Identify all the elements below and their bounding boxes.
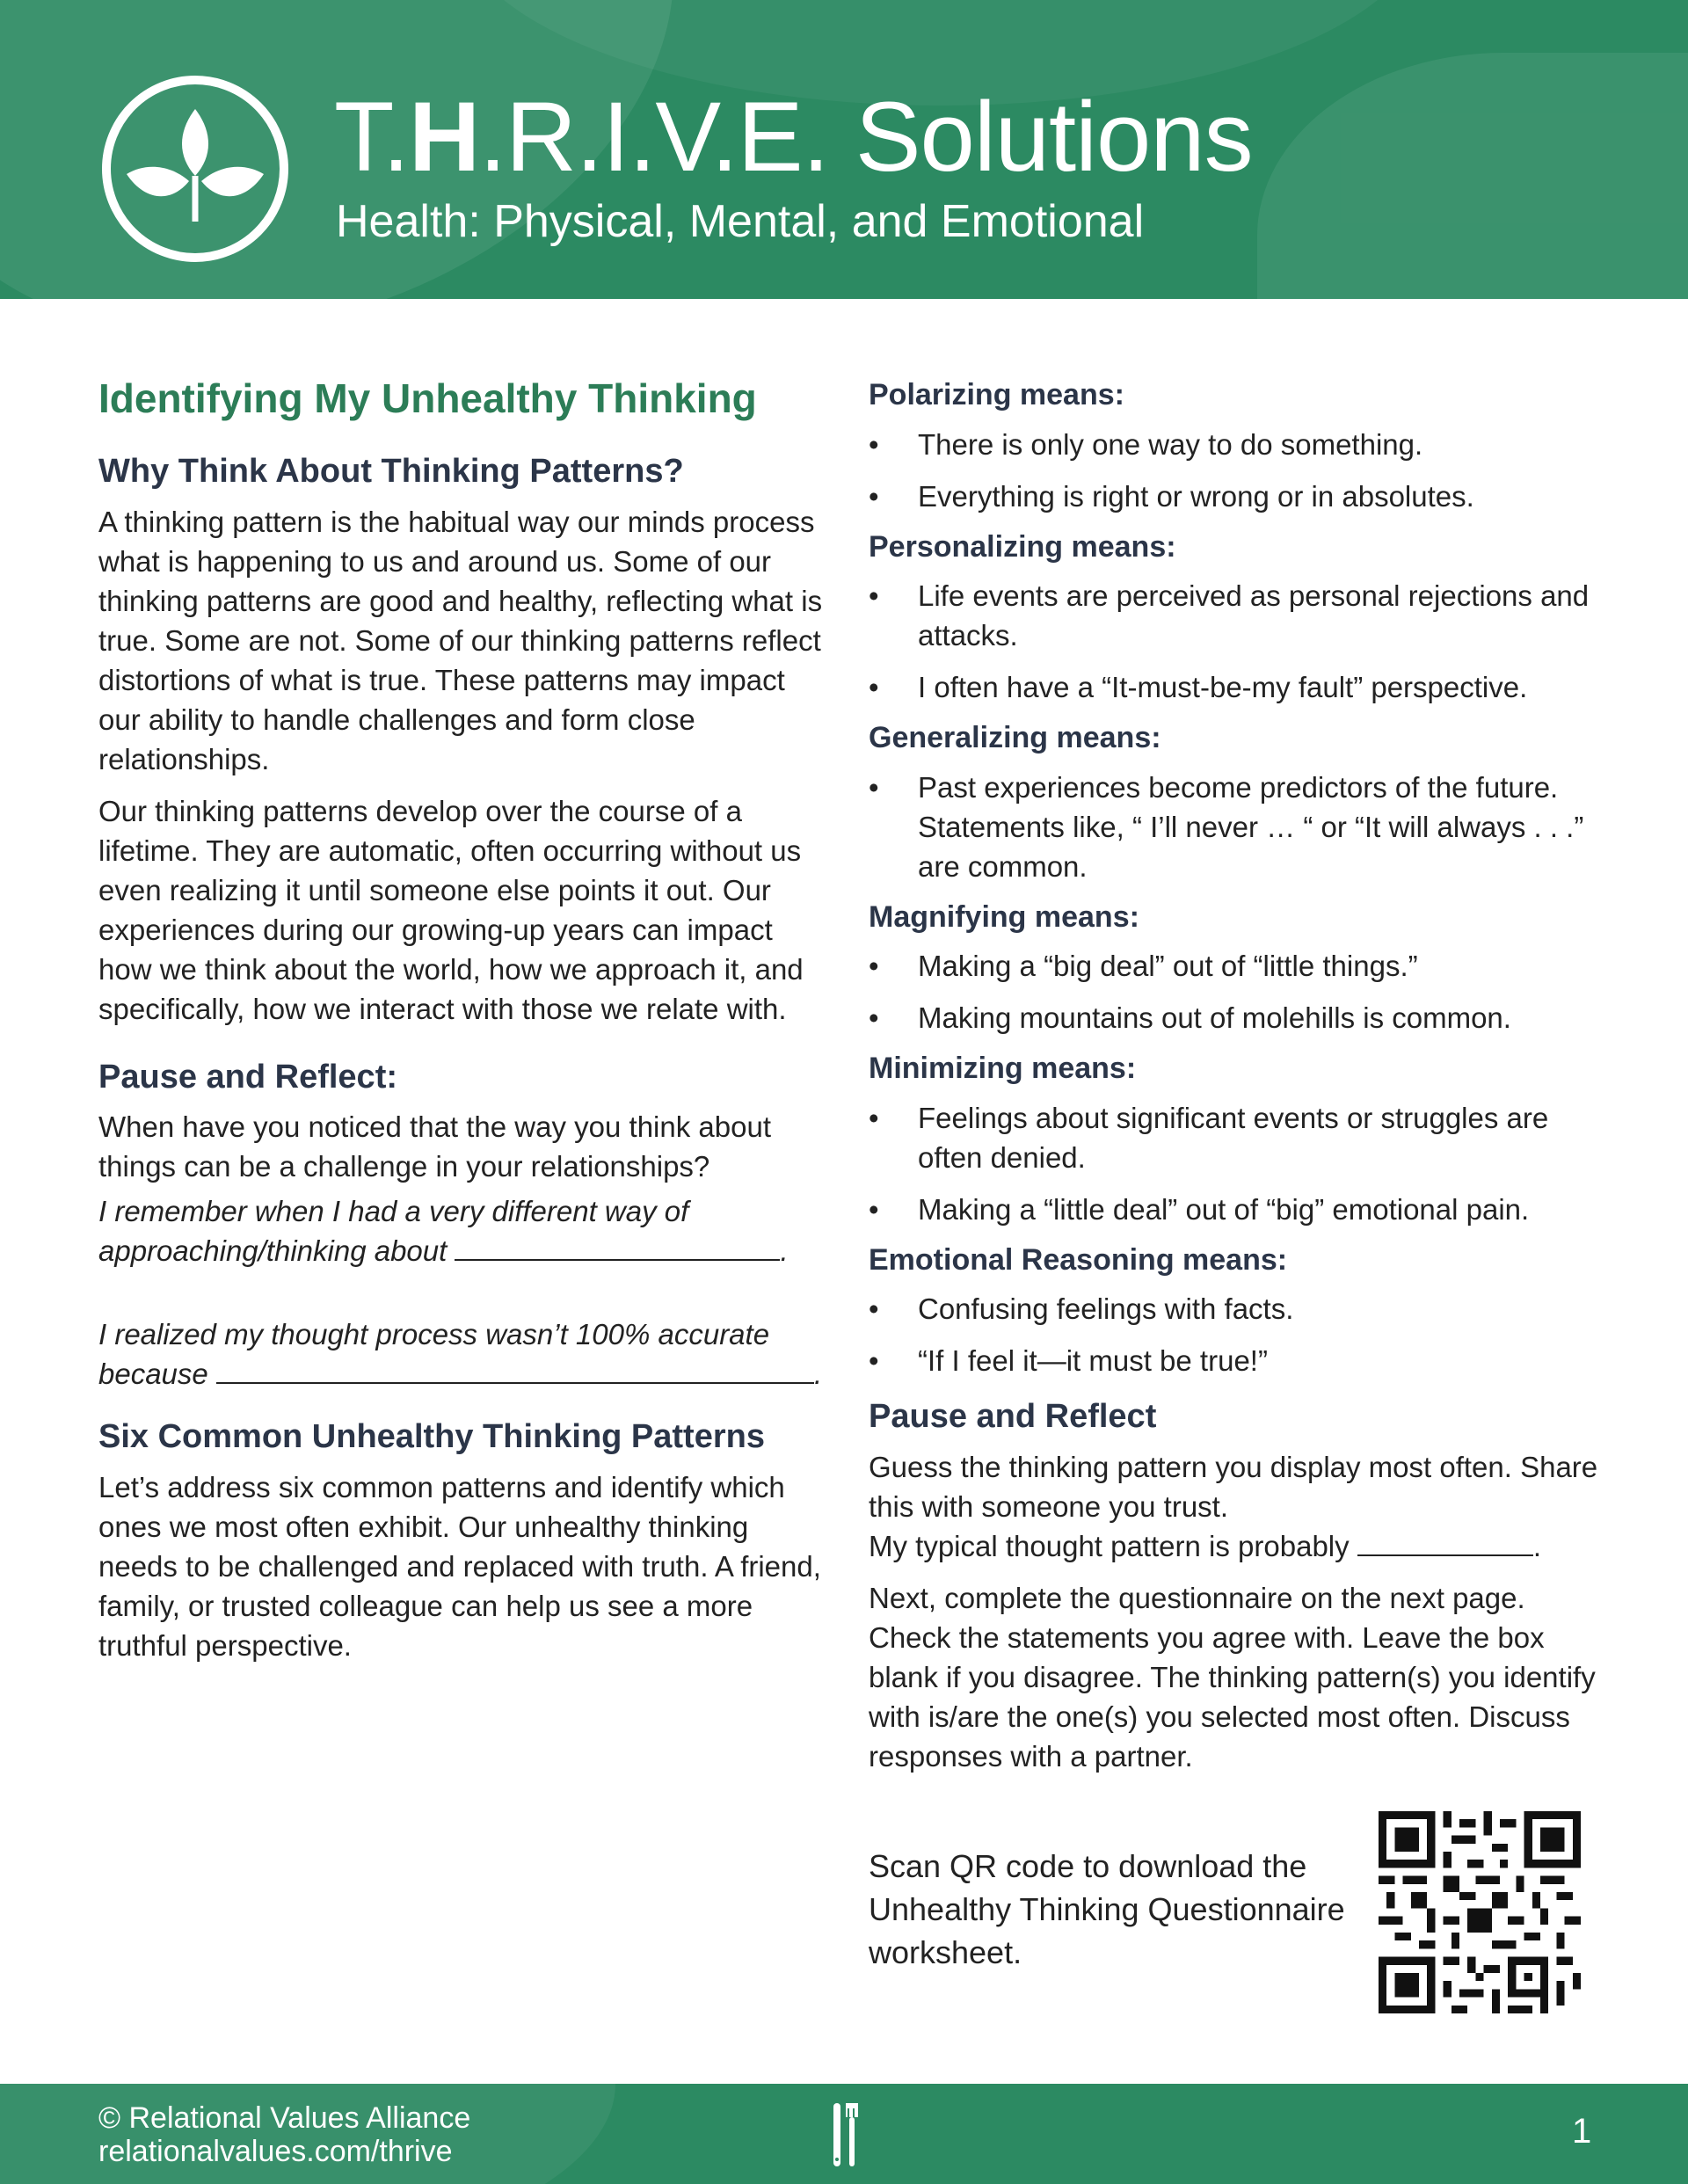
left-column [98, 368, 825, 1678]
six-patterns-paragraph: Let’s address six common patterns and identify which ones we most often exhibit. Our unhealthy thinking needs to be challenged and replaced with truth. A friend, family, or trusted colleague can help us see a more truthful perspective. [98, 1470, 821, 1662]
leaf-logo-icon [98, 72, 292, 266]
answer-blank-1[interactable] [455, 1250, 780, 1261]
reflection-prompt-1: I remember when I had a very different way of approaching/thinking about . [98, 1195, 789, 1268]
footer-banner [0, 2084, 1688, 2184]
banner-decoration [1257, 53, 1688, 299]
six-patterns-heading: Six Common Unhealthy Thinking Patterns [98, 1418, 765, 1456]
pattern-heading: Minimizing means: [869, 1052, 1137, 1085]
copyright-text: © Relational Values Alliance [98, 2101, 471, 2135]
pattern-section-polarizing [869, 376, 1598, 516]
footer-credits [98, 2101, 470, 2168]
list-item: • Feelings about significant events or struggles are often denied. [869, 1101, 1549, 1174]
page-title: T.H.R.I.V.E. Solutions [334, 82, 1253, 192]
list-item: • Life events are perceived as personal rejections and attacks. [869, 579, 1590, 652]
qr-caption: Scan QR code to download the Unhealthy Thinking Questionnaire worksheet. [869, 1847, 1345, 1970]
pattern-section-personalizing [869, 528, 1598, 708]
page-number: 1 [1572, 2112, 1592, 2151]
why-heading: Why Think About Thinking Patterns? [98, 453, 684, 491]
why-paragraph-1: A thinking pattern is the habitual way our minds process what is happening to us and around us. Some of our thinking patterns are good and healthy, reflecting what is true. Some are not. Some of our thinking patterns reflect distortions of what is true. These patterns may impact our ability to handle challenges and form close relationships. [98, 505, 823, 775]
header-banner [0, 0, 1688, 299]
pause-question: When have you noticed that the way you think about things can be a challenge in your relationships? [98, 1110, 771, 1183]
page-subtitle: Health: Physical, Mental, and Emotional [336, 196, 1145, 247]
list-item: • Making a “big deal” out of “little things.” [869, 950, 1418, 982]
right-column [869, 376, 1598, 2013]
answer-blank-3[interactable] [1357, 1546, 1533, 1556]
list-item: • Everything is right or wrong or in absolutes. [869, 479, 1474, 513]
footer-url-link[interactable]: relationalvalues.com/thrive [98, 2135, 453, 2168]
reflection-prompt-2: I realized my thought process wasn’t 100% accurate because . [98, 1318, 823, 1391]
list-item: • There is only one way to do something. [869, 427, 1423, 461]
list-item: • Past experiences become predictors of the future. Statements like, “ I’ll never … “ or “It will always . . .” are common. [869, 770, 1584, 883]
pattern-section-generalizing [869, 719, 1598, 886]
qr-code-icon[interactable] [1379, 1811, 1581, 2013]
pause-reflect-paragraph-1: Guess the thinking pattern you display most often. Share this with someone you trust. My typical thought pattern is probably . [869, 1450, 1598, 1562]
pattern-section-magnifying [869, 899, 1598, 1038]
pause-heading: Pause and Reflect: [98, 1058, 397, 1096]
pattern-section-emotional-reasoning [869, 1241, 1598, 1381]
list-item: • “If I feel it—it must be true!” [869, 1344, 1268, 1377]
pattern-heading: Polarizing means: [869, 378, 1124, 411]
list-item: • Confusing feelings with facts. [869, 1292, 1294, 1325]
why-paragraph-2: Our thinking patterns develop over the course of a lifetime. They are automatic, often occurring without us even realizing it until someone else points it out. Our experiences during our growing-up years can impact how we think about the world, how we approach it, and specifically, how we interact with those we relate with. [98, 794, 804, 1025]
section-title: Identifying My Unhealthy Thinking [98, 375, 757, 421]
list-item: • Making a “little deal” out of “big” emotional pain. [869, 1192, 1530, 1226]
list-item: • Making mountains out of molehills is common. [869, 1001, 1511, 1034]
list-item: • I often have a “It-must-be-my fault” perspective. [869, 671, 1528, 703]
answer-blank-2[interactable] [216, 1373, 814, 1384]
qr-section [869, 1811, 1598, 2013]
pattern-heading: Emotional Reasoning means: [869, 1242, 1288, 1277]
pattern-heading: Personalizing means: [869, 529, 1176, 564]
tools-icon [826, 2100, 862, 2170]
pattern-heading: Magnifying means: [869, 899, 1139, 934]
pause-reflect-paragraph-2: Next, complete the questionnaire on the next page. Check the statements you agree with. Leave the box blank if you disagree. The thinking pattern(s) you identify with is/are the one(s) you selected most often. Discuss responses with a partner. [869, 1581, 1596, 1773]
pattern-heading: Generalizing means: [869, 721, 1161, 754]
pause-reflect-heading: Pause and Reflect [869, 1398, 1157, 1435]
pattern-section-minimizing [869, 1050, 1598, 1229]
